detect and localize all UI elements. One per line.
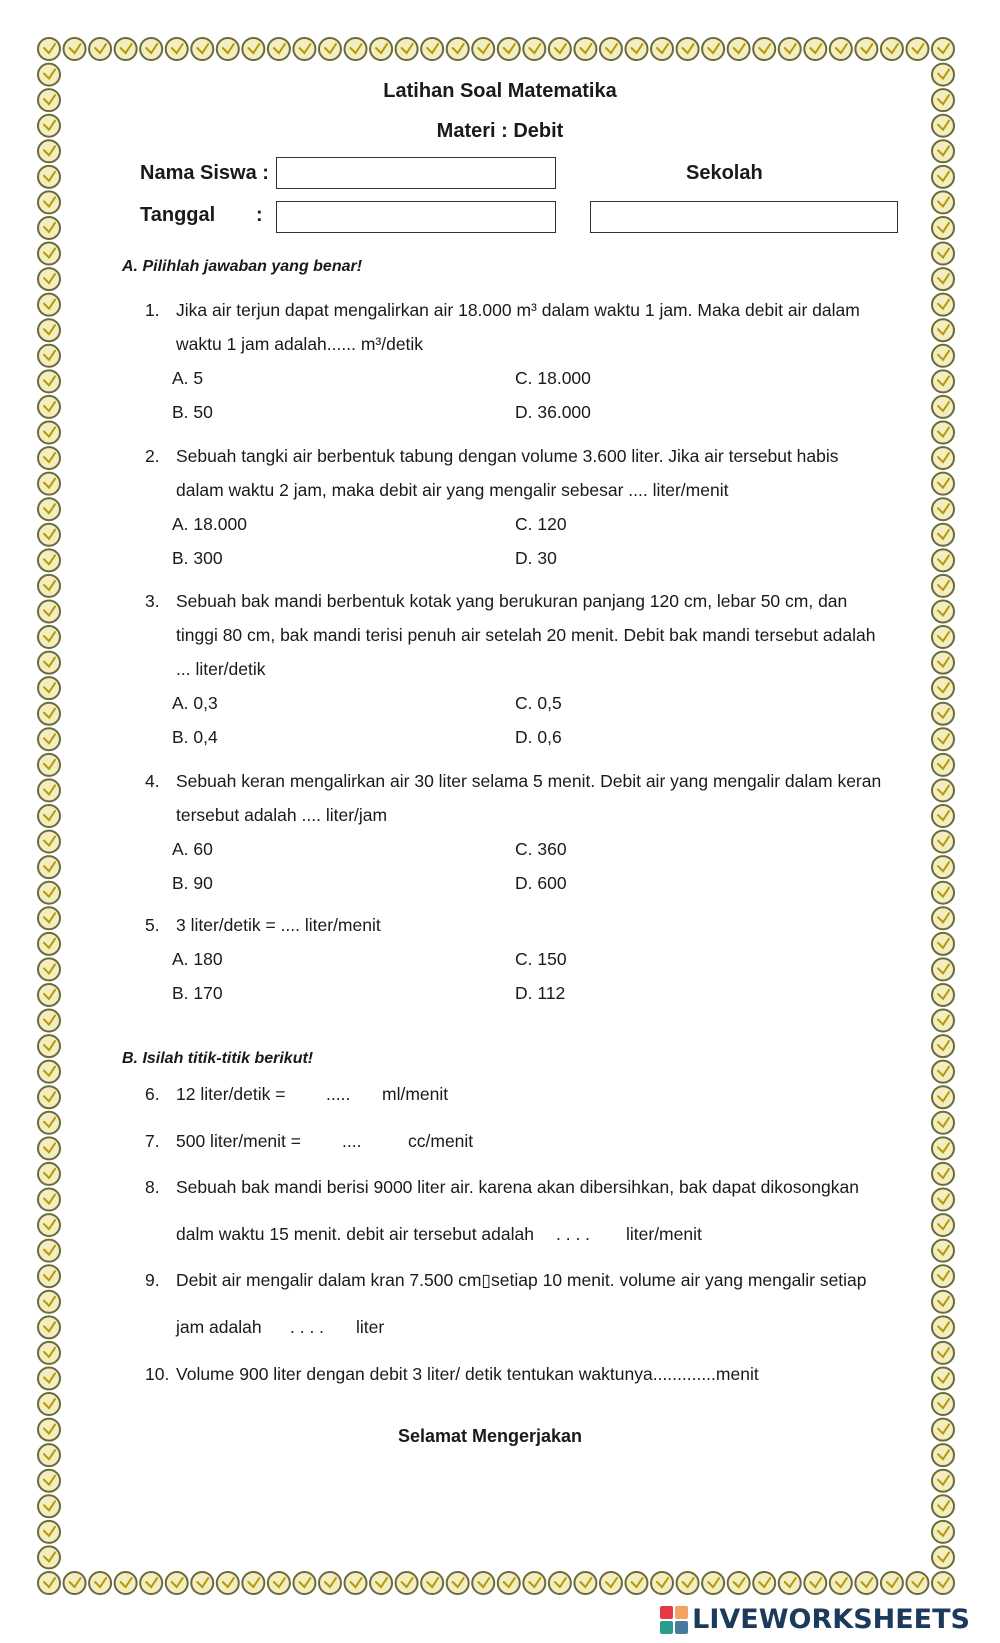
clock-bead-icon (932, 626, 954, 648)
question-number: 3. (145, 591, 160, 611)
clock-bead-icon (932, 1291, 954, 1313)
clock-bead-icon (932, 703, 954, 725)
clock-bead-icon (38, 524, 60, 546)
clock-bead-icon (370, 38, 392, 60)
clock-bead-icon (166, 1572, 188, 1594)
clock-bead-icon (932, 1240, 954, 1262)
name-label: Nama Siswa : (140, 162, 269, 184)
question-number: 10. (145, 1364, 170, 1384)
clock-bead-icon (932, 1112, 954, 1134)
clock-bead-icon (932, 958, 954, 980)
option-d[interactable]: D. 36.000 (515, 402, 591, 422)
clock-bead-icon (38, 882, 60, 904)
clock-bead-icon (932, 166, 954, 188)
clock-bead-icon (881, 38, 903, 60)
clock-bead-icon (932, 140, 954, 162)
clock-bead-icon (319, 38, 341, 60)
clock-bead-icon (38, 166, 60, 188)
clock-bead-icon (38, 1521, 60, 1543)
clock-bead-icon (932, 754, 954, 776)
clock-bead-icon (932, 294, 954, 316)
clock-bead-icon (115, 38, 137, 60)
clock-bead-icon (523, 1572, 545, 1594)
clock-bead-icon (932, 549, 954, 571)
clock-bead-icon (625, 1572, 647, 1594)
clock-bead-icon (779, 1572, 801, 1594)
clock-bead-icon (932, 1546, 954, 1568)
clock-bead-icon (140, 1572, 162, 1594)
school-field[interactable] (590, 201, 898, 233)
clock-bead-icon (932, 422, 954, 444)
clock-bead-icon (396, 1572, 418, 1594)
clock-bead-icon (932, 268, 954, 290)
clock-bead-icon (38, 907, 60, 929)
clock-bead-icon (932, 1342, 954, 1364)
unit-label: liter/menit (626, 1224, 702, 1244)
clock-bead-icon (217, 38, 239, 60)
question-text: 500 liter/menit = (176, 1131, 301, 1151)
clock-bead-icon (932, 1214, 954, 1236)
clock-bead-icon (345, 38, 367, 60)
clock-bead-icon (38, 1086, 60, 1108)
clock-bead-icon (549, 38, 571, 60)
clock-bead-icon (38, 1342, 60, 1364)
clock-bead-icon (242, 38, 264, 60)
question-text-line: Sebuah tangki air berbentuk tabung dengan volume 3.600 liter. Jika air tersebut habis (176, 446, 839, 466)
clock-bead-icon (932, 498, 954, 520)
option-d[interactable]: D. 600 (515, 873, 567, 893)
clock-bead-icon (38, 473, 60, 495)
clock-bead-icon (625, 38, 647, 60)
clock-bead-icon (191, 1572, 213, 1594)
option-b[interactable]: B. 170 (172, 983, 223, 1003)
clock-bead-icon (38, 1035, 60, 1057)
clock-bead-icon (600, 38, 622, 60)
option-b[interactable]: B. 50 (172, 402, 213, 422)
clock-bead-icon (38, 191, 60, 213)
clock-bead-icon (447, 38, 469, 60)
question-text-line: dalam waktu 2 jam, maka debit air yang mengalir sebesar .... liter/menit (176, 480, 729, 500)
clock-bead-icon (38, 1265, 60, 1287)
clock-bead-icon (932, 370, 954, 392)
clock-bead-icon (217, 1572, 239, 1594)
clock-bead-icon (677, 1572, 699, 1594)
liveworksheets-watermark (660, 1604, 970, 1635)
clock-bead-icon (932, 38, 954, 60)
clock-bead-icon (574, 1572, 596, 1594)
clock-bead-icon (421, 1572, 443, 1594)
unit-label: cc/menit (408, 1131, 474, 1151)
clock-bead-icon (38, 1393, 60, 1415)
clock-bead-icon (242, 1572, 264, 1594)
question-text-line: Debit air mengalir dalam kran 7.500 cm▯setiap 10 menit. volume air yang mengalir setiap (176, 1270, 867, 1290)
clock-bead-icon (166, 38, 188, 60)
clock-bead-icon (345, 1572, 367, 1594)
clock-bead-icon (38, 805, 60, 827)
clock-bead-icon (38, 396, 60, 418)
clock-bead-icon (38, 370, 60, 392)
clock-bead-icon (38, 447, 60, 469)
clock-bead-icon (549, 1572, 571, 1594)
clock-bead-icon (38, 243, 60, 265)
clock-bead-icon (89, 38, 111, 60)
clock-bead-icon (38, 498, 60, 520)
clock-bead-icon (38, 1495, 60, 1517)
clock-bead-icon (932, 1035, 954, 1057)
unit-label: liter (356, 1317, 385, 1337)
clock-bead-icon (38, 1546, 60, 1568)
clock-bead-icon (804, 38, 826, 60)
clock-bead-icon (932, 217, 954, 239)
option-c[interactable]: C. 150 (515, 949, 567, 969)
clock-bead-icon (932, 677, 954, 699)
option-a[interactable]: A. 18.000 (172, 514, 247, 534)
clock-bead-icon (728, 1572, 750, 1594)
answer-blank[interactable]: .... (342, 1131, 362, 1151)
option-c[interactable]: C. 0,5 (515, 693, 562, 713)
clock-bead-icon (881, 1572, 903, 1594)
clock-bead-icon (932, 345, 954, 367)
clock-bead-icon (268, 38, 290, 60)
clock-bead-icon (932, 856, 954, 878)
clock-bead-icon (932, 1086, 954, 1108)
clock-bead-icon (753, 1572, 775, 1594)
clock-bead-icon (932, 933, 954, 955)
clock-bead-icon (140, 38, 162, 60)
clock-bead-icon (421, 38, 443, 60)
clock-bead-icon (38, 345, 60, 367)
clock-bead-icon (932, 473, 954, 495)
clock-bead-icon (38, 728, 60, 750)
question-text-line: Jika air terjun dapat mengalirkan air 18.000 m³ dalam waktu 1 jam. Maka debit air dalam (176, 300, 860, 320)
clock-bead-icon (932, 805, 954, 827)
page-subtitle: Materi : Debit (436, 120, 564, 142)
clock-bead-icon (38, 319, 60, 341)
clock-bead-icon (38, 1137, 60, 1159)
clock-bead-icon (932, 1061, 954, 1083)
clock-bead-icon (38, 677, 60, 699)
clock-bead-icon (677, 38, 699, 60)
clock-bead-icon (804, 1572, 826, 1594)
logo-square (660, 1621, 673, 1634)
clock-bead-icon (932, 1393, 954, 1415)
clock-bead-icon (64, 38, 86, 60)
clock-bead-icon (396, 38, 418, 60)
clock-bead-icon (472, 1572, 494, 1594)
question-text-line: waktu 1 jam adalah...... m³/detik (176, 334, 424, 354)
clock-bead-icon (651, 38, 673, 60)
closing-text: Selamat Mengerjakan (397, 1426, 583, 1446)
clock-bead-icon (89, 1572, 111, 1594)
clock-bead-icon (38, 1214, 60, 1236)
clock-bead-icon (38, 984, 60, 1006)
question-text-line: ... liter/detik (176, 659, 266, 679)
clock-bead-icon (447, 1572, 469, 1594)
clock-bead-icon (38, 549, 60, 571)
question-text: jam adalah (176, 1317, 262, 1337)
clock-bead-icon (932, 1163, 954, 1185)
answer-blank[interactable]: ..... (326, 1084, 351, 1104)
section-a-heading: A. Pilihlah jawaban yang benar! (122, 258, 363, 275)
clock-bead-icon (906, 38, 928, 60)
date-colon: : (256, 204, 263, 226)
option-a[interactable]: A. 180 (172, 949, 223, 969)
clock-bead-icon (932, 728, 954, 750)
logo-square (660, 1606, 673, 1619)
clock-bead-icon (600, 1572, 622, 1594)
clock-bead-icon (38, 1367, 60, 1389)
clock-bead-icon (38, 268, 60, 290)
clock-bead-icon (932, 1367, 954, 1389)
question-text-line: Volume 900 liter dengan debit 3 liter/ detik tentukan waktunya.............menit (176, 1364, 759, 1384)
question-number: 7. (145, 1131, 160, 1151)
question-text: dalm waktu 15 menit. debit air tersebut adalah (176, 1224, 534, 1244)
clock-bead-icon (932, 1495, 954, 1517)
clock-bead-icon (932, 1189, 954, 1211)
question-text-line: tinggi 80 cm, bak mandi terisi penuh air setelah 20 menit. Debit bak mandi tersebut adalah (176, 625, 876, 645)
clock-bead-icon (830, 1572, 852, 1594)
clock-bead-icon (38, 1470, 60, 1492)
question-text-line: tersebut adalah .... liter/jam (176, 805, 388, 825)
answer-blank[interactable]: . . . . (556, 1224, 591, 1244)
clock-bead-icon (932, 652, 954, 674)
question-text-line: Sebuah bak mandi berbentuk kotak yang berukuran panjang 120 cm, lebar 50 cm, dan (176, 591, 848, 611)
logo-square (675, 1621, 688, 1634)
clock-bead-icon (932, 779, 954, 801)
option-a[interactable]: A. 5 (172, 368, 204, 388)
clock-bead-icon (498, 38, 520, 60)
clock-bead-icon (38, 1444, 60, 1466)
clock-bead-icon (855, 38, 877, 60)
clock-bead-icon (932, 524, 954, 546)
clock-bead-icon (702, 1572, 724, 1594)
clock-bead-icon (38, 1010, 60, 1032)
clock-bead-icon (932, 396, 954, 418)
date-label: Tanggal (140, 204, 216, 226)
clock-bead-icon (932, 907, 954, 929)
logo-square (675, 1606, 688, 1619)
option-b[interactable]: B. 0,4 (172, 727, 218, 747)
clock-bead-icon (38, 703, 60, 725)
clock-bead-icon (38, 1291, 60, 1313)
option-b[interactable]: B. 300 (172, 548, 223, 568)
clock-bead-icon (38, 1189, 60, 1211)
clock-bead-icon (38, 217, 60, 239)
clock-bead-icon (38, 140, 60, 162)
question-number: 9. (145, 1270, 160, 1290)
clock-bead-icon (932, 600, 954, 622)
question-number: 1. (145, 300, 160, 320)
clock-bead-icon (319, 1572, 341, 1594)
clock-bead-icon (932, 191, 954, 213)
clock-bead-icon (38, 294, 60, 316)
question-text-line: 3 liter/detik = .... liter/menit (176, 915, 381, 935)
clock-bead-icon (38, 652, 60, 674)
clock-bead-icon (38, 626, 60, 648)
clock-bead-icon (932, 243, 954, 265)
option-a[interactable]: A. 0,3 (172, 693, 218, 713)
clock-bead-icon (932, 1137, 954, 1159)
clock-bead-icon (753, 38, 775, 60)
question-number: 5. (145, 915, 160, 935)
question-number: 2. (145, 446, 160, 466)
clock-bead-icon (38, 1316, 60, 1338)
clock-bead-icon (855, 1572, 877, 1594)
clock-bead-icon (728, 38, 750, 60)
option-d[interactable]: D. 30 (515, 548, 557, 568)
brand-name: LIVEWORKSHEETS (692, 1604, 970, 1635)
option-c[interactable]: C. 360 (515, 839, 567, 859)
clock-bead-icon (38, 1163, 60, 1185)
option-c[interactable]: C. 120 (515, 514, 567, 534)
clock-bead-icon (38, 575, 60, 597)
clock-bead-icon (523, 38, 545, 60)
clock-bead-icon (574, 38, 596, 60)
option-d[interactable]: D. 112 (515, 983, 566, 1003)
section-b-heading: B. Isilah titik-titik berikut! (122, 1050, 314, 1067)
option-b[interactable]: B. 90 (172, 873, 213, 893)
clock-bead-icon (38, 1572, 60, 1594)
clock-bead-icon (38, 933, 60, 955)
clock-bead-icon (38, 958, 60, 980)
unit-label: ml/menit (382, 1084, 449, 1104)
clock-bead-icon (932, 575, 954, 597)
school-label: Sekolah (686, 162, 763, 184)
clock-bead-icon (932, 1444, 954, 1466)
clock-bead-icon (293, 1572, 315, 1594)
option-d[interactable]: D. 0,6 (515, 727, 562, 747)
question-number: 6. (145, 1084, 160, 1104)
question-text: 12 liter/detik = (176, 1084, 286, 1104)
clock-bead-icon (498, 1572, 520, 1594)
clock-bead-icon (268, 1572, 290, 1594)
answer-blank[interactable]: . . . . (290, 1317, 325, 1337)
clock-bead-icon (38, 1240, 60, 1262)
clock-bead-icon (38, 600, 60, 622)
clock-bead-icon (932, 1316, 954, 1338)
clock-bead-icon (370, 1572, 392, 1594)
clock-bead-icon (932, 1521, 954, 1543)
liveworksheets-logo-icon (660, 1606, 688, 1634)
clock-bead-icon (932, 319, 954, 341)
option-a[interactable]: A. 60 (172, 839, 213, 859)
clock-bead-icon (932, 1572, 954, 1594)
clock-bead-icon (932, 447, 954, 469)
page-title: Latihan Soal Matematika (383, 80, 617, 102)
option-c[interactable]: C. 18.000 (515, 368, 591, 388)
date-field[interactable] (276, 201, 556, 233)
clock-bead-icon (38, 856, 60, 878)
question-number: 8. (145, 1177, 160, 1197)
clock-bead-icon (38, 1112, 60, 1134)
name-field[interactable] (276, 157, 556, 189)
clock-bead-icon (932, 882, 954, 904)
clock-bead-icon (932, 1470, 954, 1492)
clock-bead-icon (651, 1572, 673, 1594)
clock-bead-icon (906, 1572, 928, 1594)
clock-bead-icon (191, 38, 213, 60)
clock-bead-icon (38, 779, 60, 801)
clock-bead-icon (932, 1010, 954, 1032)
clock-bead-icon (830, 38, 852, 60)
clock-bead-icon (38, 422, 60, 444)
clock-bead-icon (38, 754, 60, 776)
clock-bead-icon (472, 38, 494, 60)
question-number: 4. (145, 771, 160, 791)
clock-bead-icon (38, 38, 60, 60)
clock-bead-icon (115, 1572, 137, 1594)
clock-bead-icon (38, 1061, 60, 1083)
clock-bead-icon (932, 831, 954, 853)
clock-bead-icon (64, 1572, 86, 1594)
clock-bead-icon (779, 38, 801, 60)
clock-bead-icon (932, 984, 954, 1006)
clock-bead-icon (932, 1265, 954, 1287)
clock-bead-icon (702, 38, 724, 60)
clock-bead-icon (293, 38, 315, 60)
question-text-line: Sebuah keran mengalirkan air 30 liter selama 5 menit. Debit air yang mengalir dalam keran (176, 771, 882, 791)
clock-bead-icon (38, 831, 60, 853)
question-text-line: Sebuah bak mandi berisi 9000 liter air. karena akan dibersihkan, bak dapat dikosongkan (176, 1177, 859, 1197)
